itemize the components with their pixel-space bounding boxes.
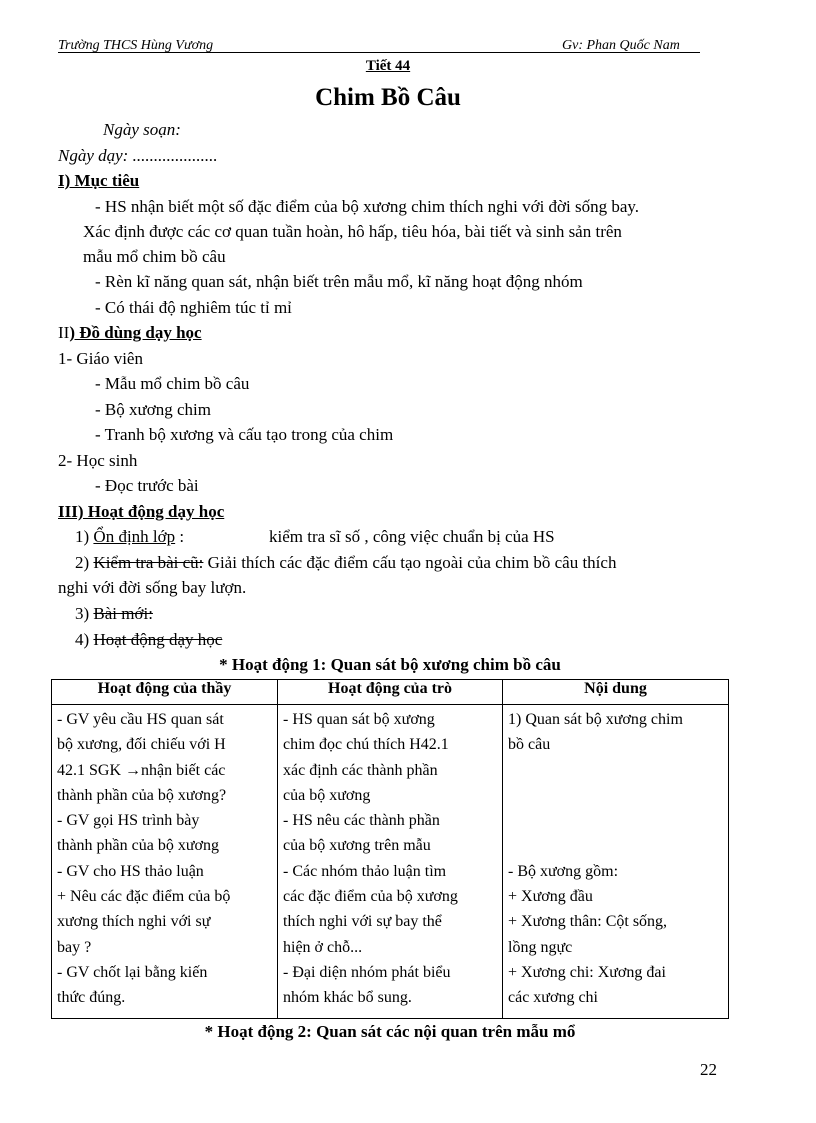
teacher-item: - Mẫu mổ chim bồ câu — [95, 374, 250, 393]
step3 — [75, 604, 153, 624]
cell-line: thích nghi với sự bay thể — [283, 913, 442, 931]
cell-line: - Đại diện nhóm phát biểu — [283, 963, 451, 981]
cell-line: các đặc điểm của bộ xương — [283, 888, 458, 906]
cell-line: + Xương thân: Cột sống, — [508, 913, 668, 931]
cell-line: xương thích nghi với sự — [57, 913, 211, 931]
page-title: Chim Bồ Câu — [315, 84, 461, 111]
cell-line: 42.1 SGK →nhận biết các — [57, 761, 226, 779]
cell-line: nhóm khác bổ sung. — [283, 989, 412, 1007]
objective-line: mẫu mổ chim bồ câu — [83, 247, 226, 266]
cell-line: + Nêu các đặc điểm của bộ — [57, 888, 231, 906]
header-teacher: Gv: Phan Quốc Nam — [562, 38, 680, 53]
teacher-label: 1- Giáo viên — [58, 349, 143, 368]
cell-line: + Xương chi: Xương đai — [508, 963, 666, 981]
step1-label: Ổn định lớp — [93, 527, 176, 546]
teacher-item: - Bộ xương chim — [95, 400, 211, 419]
cell-line: của bộ xương trên mẫu — [283, 837, 431, 855]
cell-spacer — [508, 758, 723, 783]
activity1-table — [51, 679, 729, 1019]
cell-line: - Bộ xương gồm: — [508, 862, 619, 880]
step2-label: Kiểm tra bài cũ: — [93, 553, 204, 572]
column-header-teacher: Hoạt động của thầy — [52, 680, 278, 705]
activity1-title: * Hoạt động 1: Quan sát bộ xương chim bồ câu — [219, 655, 561, 674]
step4-number: 4) — [75, 630, 90, 649]
activity2-title: * Hoạt động 2: Quan sát các nội quan trên mẫu mổ — [204, 1022, 576, 1041]
cell-line: 1) Quan sát bộ xương chim — [508, 711, 683, 728]
column-header-student: Hoạt động của trò — [278, 680, 503, 705]
cell-line: hiện ở chỗ... — [283, 938, 363, 956]
cell-line: xác định các thành phần — [283, 761, 438, 779]
step4 — [75, 630, 222, 650]
cell-line: + Xương đầu — [508, 888, 593, 906]
student-item: - Đọc trước bài — [95, 476, 199, 495]
table-row — [52, 705, 729, 1019]
cell-spacer — [508, 808, 723, 833]
cell-line: - GV gọi HS trình bày — [57, 812, 200, 830]
lesson-number: Tiết 44 — [365, 58, 411, 74]
objective-line: Xác định được các cơ quan tuần hoàn, hô hấp, tiêu hóa, bài tiết và sinh sản trên — [83, 222, 622, 241]
cell-line: các xương chi — [508, 989, 598, 1007]
cell-line: thành phần của bộ xương? — [57, 786, 227, 804]
objective-line: - Rèn kĩ năng quan sát, nhận biết trên mẫu mổ, kĩ năng hoạt động nhóm — [95, 272, 583, 291]
section3-heading: III) Hoạt động dạy học — [58, 502, 225, 521]
student-label: 2- Học sinh — [58, 451, 138, 470]
cell-spacer — [508, 783, 723, 808]
step1-number: 1) — [75, 527, 90, 546]
step2-number: 2) — [75, 553, 90, 572]
teacher-item: - Tranh bộ xương và cấu tạo trong của chim — [95, 425, 394, 444]
cell-spacer — [508, 833, 723, 858]
cell-line: của bộ xương — [283, 786, 371, 804]
cell-line: - GV yêu cầu HS quan sát — [57, 711, 224, 728]
cell-line: bồ câu — [508, 736, 551, 754]
cell-line: thức đúng. — [57, 989, 126, 1007]
section2-heading-prefix: II — [58, 323, 70, 342]
cell-line: - GV cho HS thảo luận — [57, 862, 204, 880]
cell-line: - GV chốt lại bằng kiến — [57, 963, 208, 981]
step3-label: Bài mới: — [93, 604, 153, 623]
student-activity-cell — [278, 705, 503, 1019]
date-prepared: Ngày soạn: — [103, 120, 181, 139]
cell-line: thành phần của bộ xương — [57, 837, 219, 855]
step2-text-cont: nghi với đời sống bay lượn. — [58, 578, 247, 597]
cell-line: lồng ngực — [508, 938, 573, 956]
step1-text: kiểm tra sĩ số , công việc chuẩn bị của HS — [269, 527, 555, 546]
step2 — [75, 553, 616, 573]
cell-line: chim đọc chú thích H42.1 — [283, 736, 449, 754]
content-cell — [503, 705, 729, 1019]
cell-line: bộ xương, đối chiếu với H — [57, 736, 226, 754]
section2-heading-text: ) Đồ dùng dạy học — [69, 323, 202, 342]
cell-line: bay ? — [57, 938, 92, 956]
teacher-activity-cell — [52, 705, 278, 1019]
section2-heading — [58, 323, 202, 343]
step2-text: Giải thích các đặc điểm cấu tạo ngoài của chim bồ câu thích — [207, 553, 617, 572]
step4-label: Hoạt động dạy học — [93, 630, 223, 649]
step3-number: 3) — [75, 604, 90, 623]
page-number: 22 — [700, 1060, 717, 1079]
cell-line: - HS quan sát bộ xương — [283, 711, 435, 728]
date-taught: Ngày dạy: .................... — [58, 146, 218, 165]
step1 — [75, 527, 184, 547]
objective-line: - Có thái độ nghiêm túc tỉ mỉ — [95, 298, 292, 317]
cell-line: - HS nêu các thành phần — [283, 812, 440, 830]
header-school: Trường THCS Hùng Vương — [58, 38, 214, 53]
header-divider — [58, 52, 700, 53]
table-header-row — [52, 680, 729, 705]
cell-line: - Các nhóm thảo luận tìm — [283, 862, 447, 880]
objective-line: - HS nhận biết một số đặc điểm của bộ xương chim thích nghi với đời sống bay. — [95, 197, 640, 216]
section1-heading: I) Mục tiêu — [58, 171, 140, 190]
step1-colon: : — [179, 527, 185, 546]
column-header-content: Nội dung — [503, 680, 729, 705]
